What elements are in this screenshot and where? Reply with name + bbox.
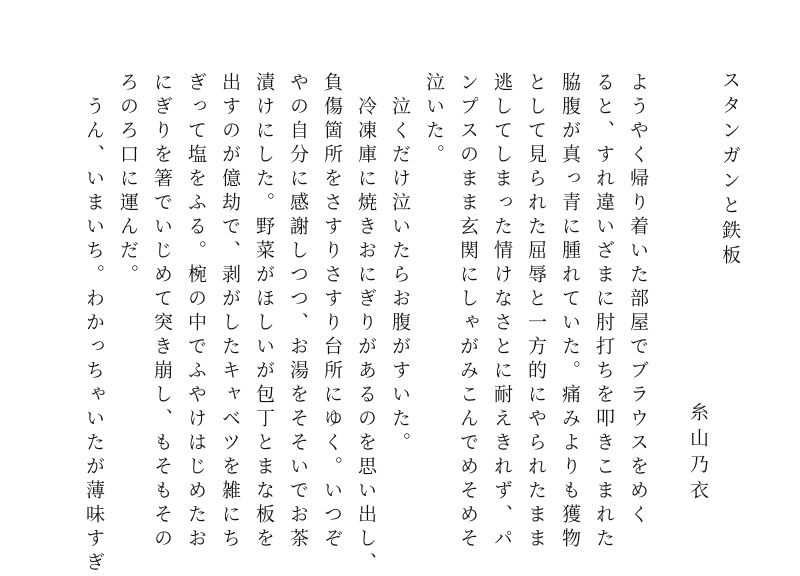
text-line: 脇腹が真っ青に腫れていた。痛みよりも獲物	[559, 72, 581, 552]
text-line: 漬けにした。野菜がほしいが包丁とまな板を	[253, 72, 275, 552]
text-line: 負傷箇所をさすりさすり台所にゆく。いつぞ	[321, 72, 343, 552]
text-line: ろのろ口に運んだ。	[117, 72, 139, 288]
text-line: 逃してしまった情けなさとに耐えきれず、パ	[491, 72, 513, 552]
text-line: として見られた屈辱と一方的にやられたまま	[525, 72, 547, 552]
text-line: ると、すれ違いざまに肘打ちを叩きこまれた	[593, 72, 615, 552]
text-line: 泣くだけ泣いたらお腹がすいた。	[389, 72, 411, 456]
text-line: 泣いた。	[423, 72, 445, 168]
story-title: スタンガンと鉄板	[719, 70, 741, 270]
text-line: やの自分に感謝しつつ、お湯をそそいでお茶	[287, 72, 309, 552]
text-line: うん、いまいち。わかっちゃいたが薄味すぎ	[83, 72, 105, 576]
text-line: にぎりを箸でいじめて突き崩し、もそもその	[151, 72, 173, 552]
text-line: 出すのが億劫で、剥がしたキャベツを雑にち	[219, 72, 241, 552]
text-line: ようやく帰り着いた部屋でブラウスをめく	[627, 72, 649, 528]
author-name: 糸山乃衣	[687, 402, 709, 506]
story-body	[60, 72, 660, 576]
text-line: ンプスのまま玄関にしゃがみこんでめそめそ	[457, 72, 479, 552]
text-line: ぎって塩をふる。椀の中でふやけはじめたお	[185, 72, 207, 552]
text-line: 冷凍庫に焼きおにぎりがあるのを思い出し、	[355, 72, 377, 576]
